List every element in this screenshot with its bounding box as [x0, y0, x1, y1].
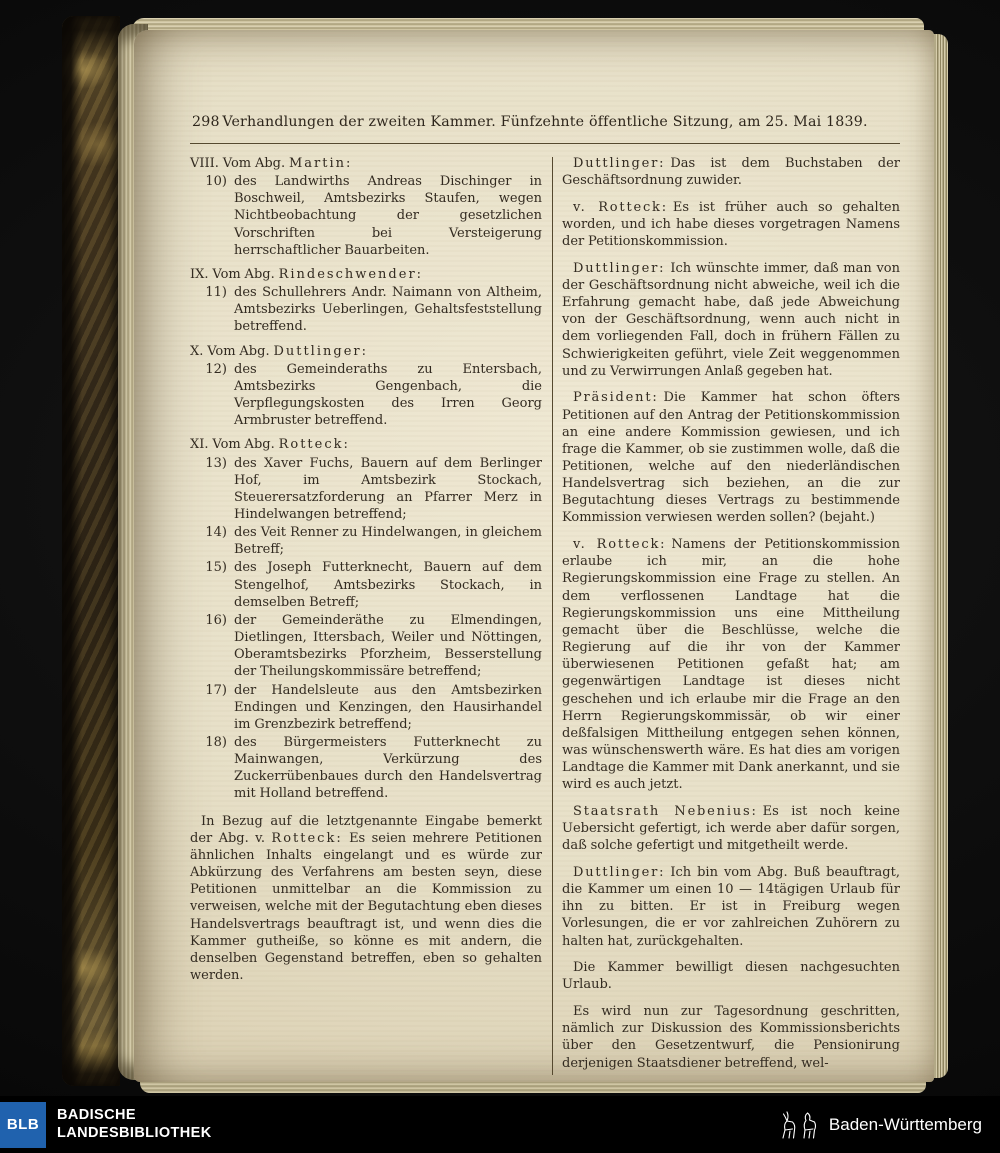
speech-text: Namens der Petitionskommission erlaube ich mir, an die hohe Regierungskommission eine Frage zu stellen. An dem verflossenen Landtage hat die Regierungskommission uns eine Mittheilung gemacht über die Beschlüsse, welche die Regierung auf die ihr von der Kammer überwiesenen Petitionen gefaßt hat; am gegenwärtigen Landtage ist dieses nicht geschehen und ich erlaube mir die Frage an den Herrn Regierungskommissär, ob wir einer deßfalsigen Mittheilung entgegen sehen können, was wünschenswerth wäre. Es hat dies am vorigen Landtage die Kammer mit Dank anerkannt, und sie wird es auch jetzt. — [562, 537, 900, 793]
section-label: Vom Abg. — [222, 156, 286, 171]
column-divider — [552, 157, 553, 1075]
deputy-name: Rindeschwender: — [278, 266, 424, 282]
library-name-line2: LANDESBIBLIOTHEK — [57, 1124, 212, 1141]
petition-item-number: 17) — [205, 682, 227, 698]
petition-item — [190, 173, 542, 259]
speech-text: Ich wünschte immer, daß man von der Geschäftsordnung nicht abweiche, weil ich die Erfahrung gemacht habe, daß jede Abweichung von der Geschäftsordnung, wenn auch nicht in dem vorliegenden Fall, doch in frühern Fällen zu Schwierigkeiten geführt, viele Zeit weggenommen und zu Verwirrungen Anlaß gegeben hat. — [562, 260, 900, 379]
petition-item — [190, 284, 542, 335]
speech-paragraph — [562, 959, 900, 993]
footer-state-branding — [778, 1109, 982, 1141]
speaker-name: v. Rotteck: — [573, 199, 668, 215]
state-name: Baden-Württemberg — [828, 1114, 982, 1134]
petition-item-number: 11) — [205, 285, 227, 301]
section-roman-numeral: X. — [190, 343, 204, 359]
speech-paragraph — [562, 155, 900, 189]
book-spine — [62, 16, 120, 1086]
section-label: Vom Abg. — [212, 266, 275, 282]
speech-paragraph — [562, 1003, 900, 1072]
petition-item — [190, 455, 542, 524]
agenda-section-xi — [190, 436, 542, 802]
speaker-name: Präsident: — [573, 390, 659, 406]
petition-item-number: 16) — [205, 612, 227, 628]
section-roman-numeral: XI. — [190, 437, 209, 453]
petition-item-text: des Joseph Futterknecht, Bauern auf dem Stengelhof, Amtsbezirks Stockach, in demselben Betreff; — [234, 560, 542, 610]
speech-paragraph — [562, 536, 900, 793]
blb-logo-text: BLB — [6, 1116, 40, 1133]
petition-item — [190, 734, 542, 803]
petition-item-text: der Handelsleute aus den Amtsbezirken Endingen und Kenzingen, den Hausirhandel im Grenzbezirk betreffend; — [234, 682, 542, 732]
library-name-line1: BADISCHE — [57, 1107, 136, 1124]
petition-item — [190, 361, 542, 430]
speech-paragraph — [562, 803, 900, 854]
speaker-name: Duttlinger: — [573, 156, 666, 171]
petition-item-number: 13) — [205, 455, 227, 471]
library-name — [57, 1107, 212, 1141]
agenda-section-x — [190, 343, 542, 430]
closing-prefix: In Bezug auf die letztgenannte Eingabe bemerkt der Abg. v. — [190, 813, 542, 846]
speech-text: Ich bin vom Abg. Buß beauftragt, die Kammer um einen 10 — 14tägigen Urlaub für ihn zu bitten. Er ist in Freiburg wegen Vorlesungen, die er vor zahlreichen Zuhörern zu halten hat, zurückgehalten. — [562, 864, 900, 949]
section-label: Vom Abg. — [207, 343, 270, 359]
speech-paragraph — [562, 260, 900, 380]
section-heading — [190, 266, 542, 283]
header-rule — [190, 143, 900, 144]
petition-item-number: 18) — [205, 735, 227, 750]
speech-text: Die Kammer bewilligt diesen nachgesuchten Urlaub. — [562, 960, 900, 993]
speaker-name: Duttlinger: — [573, 864, 666, 880]
text-columns — [190, 155, 900, 1081]
speaker-name: Staatsrath Nebenius: — [573, 803, 758, 819]
section-label: Vom Abg. — [212, 437, 275, 453]
footer-library-branding — [0, 1102, 212, 1148]
deputy-name: Duttlinger: — [273, 343, 368, 359]
petition-item-text: des Xaver Fuchs, Bauern auf dem Berlinger Hof, im Amtsbezirk Stockach, Steuerersatzforderung an Pfarrer Merz in Hindelwangen betreffend; — [234, 455, 542, 522]
petition-item-text: des Bürgermeisters Futterknecht zu Mainwangen, Verkürzung des Zuckerrübenbaues durch den Handelsvertrag mit Holland betreffend. — [234, 735, 542, 802]
blb-logo — [0, 1102, 46, 1148]
speaker-name: Duttlinger: — [573, 260, 666, 276]
agenda-section-ix — [190, 266, 542, 336]
section-heading — [190, 155, 542, 172]
coat-of-arms-icon — [778, 1109, 820, 1141]
petition-item — [190, 682, 542, 733]
petition-item-text: des Gemeinderaths zu Entersbach, Amtsbezirks Gengenbach, die Verpflegungskosten des Irren Georg Armbruster betreffend. — [234, 361, 542, 429]
running-header — [190, 114, 900, 134]
closing-text: Es seien mehrere Petitionen ähnlichen Inhalts eingelangt und es würde zur Abkürzung des Verfahrens am besten seyn, diese Petitionen unmittelbar an die Kommission zu verweisen, welche mit der Begutachtung eben dieses Handelsvertrags beauftragt ist, und wenn dies die Kammer gutheiße, so könne es mit andern, die denselben Gegenstand betreffen, eben so gehalten werden. — [190, 830, 542, 984]
deputy-name: Martin: — [288, 156, 353, 171]
speech-text: Das ist dem Buchstaben der Geschäftsordnung zuwider. — [562, 156, 900, 189]
closing-paragraph — [190, 813, 542, 985]
footer-bar — [0, 1096, 1000, 1153]
petition-item-number: 12) — [205, 361, 227, 377]
speech-text: Die Kammer hat schon öfters Petitionen auf den Antrag der Petitionskommission an eine andere Kommission gewiesen, und ich frage die Kammer, ob sie zustimmen wolle, daß die Petitionen, welche auf den niederländischen Handelsvertrag sich beziehen, an die zur Begutachtung dieses Vertrags zu bestimmende Kommission verwiesen werden sollen? (bejaht.) — [562, 390, 900, 526]
petition-item-number: 14) — [205, 525, 227, 541]
speaker-name: v. Rotteck: — [573, 537, 667, 553]
section-roman-numeral: IX. — [190, 266, 209, 282]
speech-text: Es wird nun zur Tagesordnung geschritten, nämlich zur Diskussion des Kommissionsberichts über den Gesetzentwurf, die Pensionirung derjenigen Staatsdiener betreffend, wel- — [562, 1004, 900, 1071]
deputy-name: Rotteck: — [278, 437, 350, 453]
left-column — [190, 155, 542, 1081]
petition-item — [190, 612, 542, 681]
page-number: 298 — [192, 114, 220, 130]
speech-text: Es ist noch keine Uebersicht gefertigt, ich werde aber dafür sorgen, daß solche gefertigt und mitgetheilt werde. — [562, 803, 901, 854]
section-heading — [190, 343, 542, 360]
petition-item-text: des Veit Renner zu Hindelwangen, in gleichem Betreff; — [234, 525, 542, 558]
petition-item-number: 10) — [205, 174, 227, 190]
speech-paragraph — [562, 199, 900, 250]
page-content — [134, 30, 934, 1081]
petition-item-text: des Landwirths Andreas Dischinger in Boschweil, Amtsbezirks Staufen, wegen Nichtbeobachtung der gesetzlichen Vorschriften bei Versteigerung herrschaftlicher Bauarbeiten. — [234, 174, 542, 258]
petition-item — [190, 524, 542, 558]
section-roman-numeral: VIII. — [190, 156, 219, 171]
speech-text: Es ist früher auch so gehalten worden, und ich habe dieses vorgetragen Namens der Petitionskommission. — [562, 199, 900, 250]
page-header-title: Verhandlungen der zweiten Kammer. Fünfzehnte öffentliche Sitzung, am 25. Mai 1839. — [222, 114, 868, 130]
agenda-section-viii — [190, 155, 542, 259]
deputy-name: Rotteck: — [271, 830, 343, 846]
petition-item-text: der Gemeinderäthe zu Elmendingen, Dietlingen, Ittersbach, Weiler und Nöttingen, Oberamtsbezirks Pforzheim, Besserstellung der Theilungskommissäre betreffend; — [234, 612, 542, 680]
right-column — [562, 155, 900, 1081]
book-page — [134, 30, 934, 1082]
petition-item — [190, 559, 542, 610]
speech-paragraph — [562, 864, 900, 950]
speech-paragraph — [562, 389, 900, 526]
petition-item-number: 15) — [205, 560, 227, 576]
petition-item-text: des Schullehrers Andr. Naimann von Altheim, Amtsbezirks Ueberlingen, Gehaltsfeststellung betreffend. — [234, 285, 542, 335]
section-heading — [190, 436, 542, 453]
